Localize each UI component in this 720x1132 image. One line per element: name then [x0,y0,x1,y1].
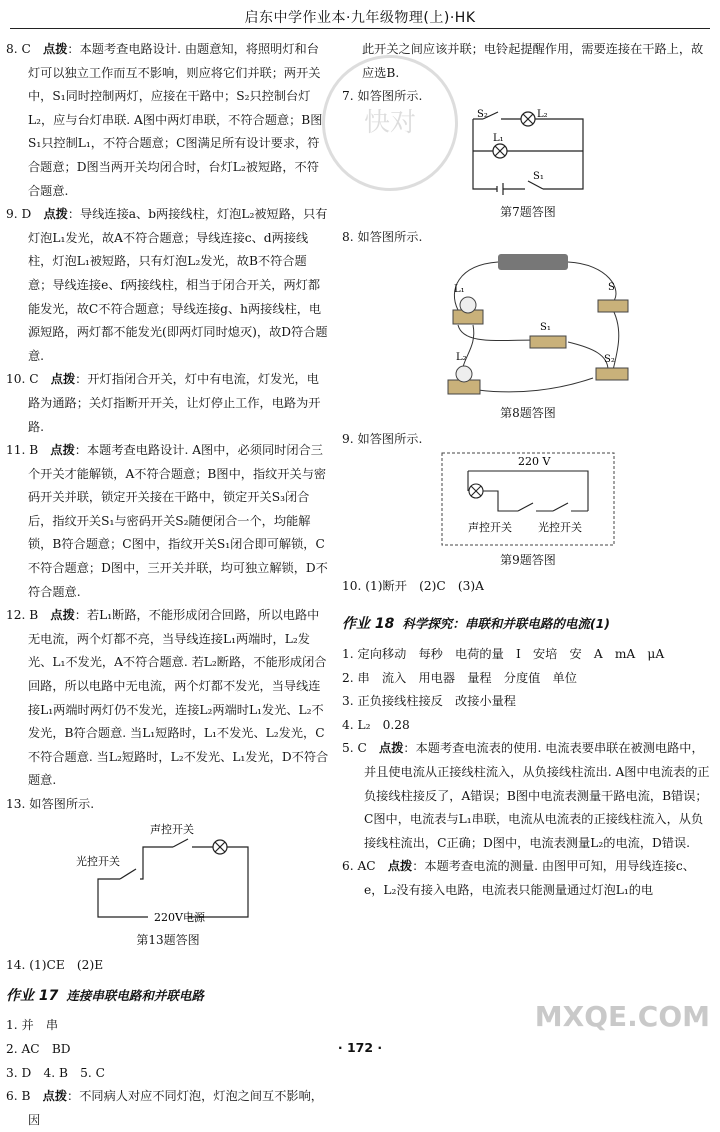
figure-7-caption: 第7题答图 [500,204,556,219]
answer-11: 11. B 点拨：本题考查电路设计. A图中，必须同时闭合三个开关才能解锁，A不符合题意；B图中，指纹开关与密码开关并联，锁定开关接在干路中，锁定开关S₃闭合后，指纹开关S₁与密码开关S₂随便闭合一个，均能解锁，B符合题意；C图中，指纹开关S₁闭合即可解锁，C不符合题意；D图中，三开关并联，均可独立解锁，D不符合题意. [6,443,328,599]
fig7-l1-label: L₁ [493,132,504,144]
answer-9-right: 9. 如答图所示. [342,431,423,446]
answer-7: 7. 如答图所示. [342,89,423,104]
fig7-l2-label: L₂ [537,108,548,120]
fig9-light-switch-label: 光控开关 [538,521,582,535]
fig8-switch-s [598,300,628,312]
answer-8: 8. C 点拨：本题考查电路设计. 由题意知，将照明灯和台灯可以独立工作而互不影响，则应将它们并联；两开关中，S₁同时控制两灯，应接在干路中；S₂只控制台灯L₂，应与台灯串联. A图中两灯串联，不符合题意；B图S₁只控制L₁，不符合题意；C图满足所有设计要求，符合题意；D图当两开关均闭合时，台灯L₂被短路，不符合题意. [6,42,323,198]
fig13-sound-switch-label: 声控开关 [150,822,194,836]
s18-answer-5: 5. C 点拨：本题考查电流表的使用. 电流表要串联在被测电路中，并且使电流从正接线柱流入，从负接线柱流出. A图中电流表的正负接线柱接反了，A错误；B图中电流表测量干路电流，B错误；C图中，电流表与L₁串联，电流从电流表的正接线柱流入，从负接线柱流出，C正确；D图中，电流表测量L₂的电流，D错误. [342,741,710,850]
figure-8-caption: 第8题答图 [500,405,556,420]
fig8-switch-s1 [530,336,566,348]
s18-answer-6: 6. AC 点拨：本题考查电流的测量. 由图甲可知，用导线连接c、e，L₂没有接入电路，电流表只能测量通过灯泡L₁的电 [342,859,695,897]
figure-9-circuit [438,451,618,547]
fig8-switch-s2 [596,368,628,380]
s18-answer-1: 1. 定向移动 每秒 电荷的量 I 安培 安 A mA μA [342,646,665,661]
s18-answer-2: 2. 串 流入 用电器 量程 分度值 单位 [342,670,577,685]
watermark-stamp: 快对 [322,55,458,191]
figure-7-circuit [453,109,603,199]
page-number: · 172 · [337,1040,383,1055]
s17-answer-1: 1. 并 串 [6,1018,59,1033]
answer-10-right: 10. (1)断开 (2)C (3)A [342,578,484,593]
continued-text: 此开关之间应该并联；电铃起提醒作用，需要连接在干路上，故应选B. [362,42,704,80]
figure-9-caption: 第9题答图 [500,553,556,568]
answer-12: 12. B 点拨：若L₁断路，不能形成闭合回路，所以电路中无电流，两个灯都不亮，当导线连接L₁两端时，L₂发光、L₁不发光，A不符合题意. 若L₂断路，不能形成闭合回路，所以电路中无电流，两个灯都不发光，当导线连接L₁两端时两灯仍不发光，连接L₂两端时L₁发光、L₂不发光，B符合题意. 当L₁短路时，L₁不发光、L₂发光，C不符合题意. 当L₂短路时，L₂不发光、L₁发光，D不符合题意. [6,608,329,788]
section-17-heading: 作业 17 连接串联电路和并联电路 [6,987,204,1004]
figure-8-circuit [418,250,638,400]
s17-answer-3-5: 3. D 4. B 5. C [6,1065,105,1080]
fig8-s-label: S [608,281,615,293]
right-column [342,38,714,902]
page-header [0,0,720,34]
left-column [6,38,330,1132]
figure-13-circuit [68,817,268,927]
fig8-s2-label: S₂ [604,353,615,365]
answer-14: 14. (1)CE (2)E [6,958,104,973]
answer-13: 13. 如答图所示. [6,797,95,811]
s17-answer-2: 2. AC BD [6,1041,71,1056]
section-18-heading: 作业 18 科学探究：串联和并联电路的电流(1) [342,616,610,633]
fig7-s2-label: S₂ [477,108,488,120]
fig13-source-label: 220V电源 [154,910,205,924]
s17-answer-6: 6. B 点拨：不同病人对应不同灯泡，灯泡之间互不影响，因 [6,1089,323,1127]
fig8-battery-box [498,254,568,270]
header-rule [10,28,710,29]
fig9-sound-switch-label: 声控开关 [468,521,512,535]
fig13-light-switch-label: 光控开关 [76,854,120,868]
fig9-voltage-label: 220 V [518,455,551,469]
fig7-s1-label: S₁ [533,170,544,182]
answer-8-right: 8. 如答图所示. [342,230,423,245]
fig8-s1-label: S₁ [540,321,551,333]
answer-10: 10. C 点拨：开灯指闭合开关，灯中有电流，灯发光，电路为通路；关灯指断开开关，让灯停止工作，电路为开路. [6,372,321,434]
figure-13-caption: 第13题答图 [136,932,200,947]
header-title: 启东中学作业本·九年级物理(上)·HK [244,10,476,26]
s18-answer-4: 4. L₂ 0.28 [342,717,410,732]
answer-9: 9. D 点拨：导线连接a、b两接线柱，灯泡L₂被短路，只有灯泡L₁发光，故A不符合题意；导线连接c、d两接线柱，灯泡L₁被短路，只有灯泡L₂发光，故B不符合题意；导线连接e、f两接线柱，相当于闭合开关，两灯都能发光，故C不符合题意；导线连接g、h两接线柱，电源短路，两灯都不能发光(即两灯同时熄灭)，故D符合题意. [6,207,328,363]
s18-answer-3: 3. 正负接线柱接反 改接小量程 [342,694,516,709]
watermark-logo: MXQE.COM [534,1000,710,1033]
fig8-l1-label: L₁ [454,283,465,295]
fig8-l2-label: L₂ [456,351,467,363]
